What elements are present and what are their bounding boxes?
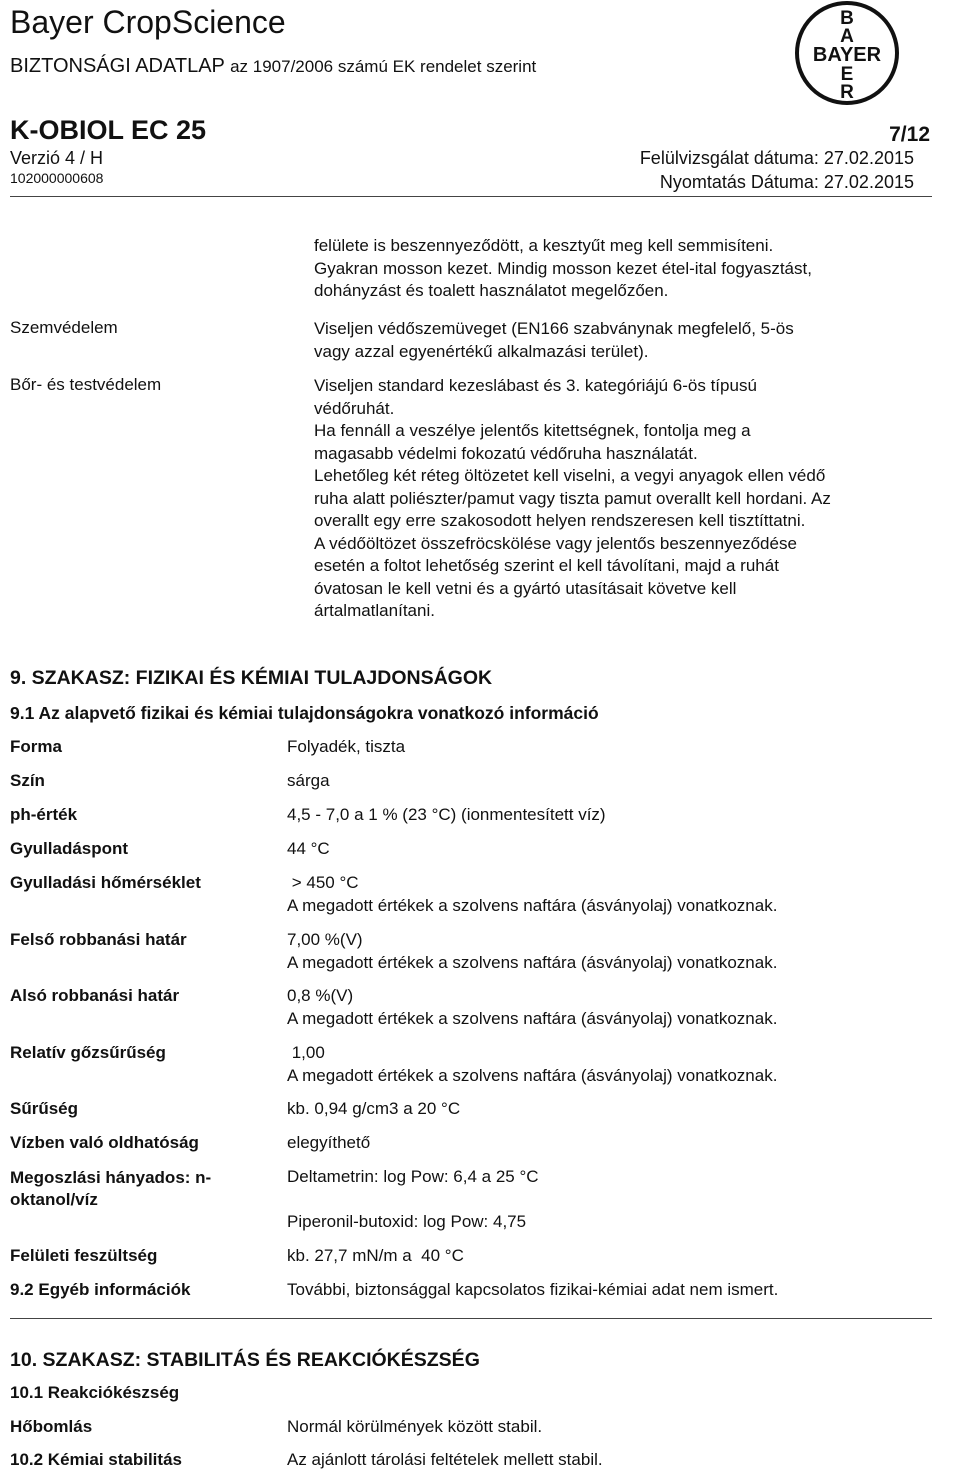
document-id: 102000000608 — [10, 170, 104, 186]
property-note-lower-explosion-limit: A megadott értékek a szolvens naftára (ásványolaj) vonatkoznak. — [287, 1009, 778, 1028]
property-label-ph: ph-érték — [10, 805, 78, 824]
property-value-water-solubility: elegyíthető — [287, 1133, 371, 1152]
text-line: Ha fennáll a veszélye jelentős kitettségnek, fontolja meg a — [314, 421, 751, 440]
text-line: ruha alatt poliészter/pamut vagy tiszta pamut overallt kell hordani. Az — [314, 488, 831, 508]
property-value-partition-coefficient-deltamethrin: Deltametrin: log Pow: 6,4 a 25 °C — [287, 1167, 539, 1186]
section-9-1-subtitle: 9.1 Az alapvető fizikai és kémiai tulajdonságokra vonatkozó információ — [10, 703, 599, 723]
property-label-flash-point: Gyulladáspont — [10, 839, 129, 858]
eye-protection-label: Szemvédelem — [10, 318, 118, 337]
print-date: Nyomtatás Dátuma: 27.02.2015 — [659, 172, 914, 192]
text-line: A védőöltözet összefröcskölése vagy jelentős beszennyeződése — [314, 533, 797, 553]
text-line: dohányzást és toalett használatot megelőzően. — [314, 281, 669, 300]
property-value-surface-tension: kb. 27,7 mN/m a 40 °C — [287, 1246, 464, 1265]
property-value-partition-coefficient-pbo: Piperonil-butoxid: log Pow: 4,75 — [287, 1212, 527, 1231]
sheet-title — [10, 55, 536, 78]
thermal-decomposition-value: Normál körülmények között stabil. — [287, 1417, 543, 1436]
property-label-color: Szín — [10, 771, 45, 790]
text-line: magasabb védelmi fokozatú védőruha használatát. — [314, 443, 698, 463]
text-line: óvatosan le kell vetni és a gyártó utasításait követve kell — [314, 578, 737, 598]
property-note-upper-explosion-limit: A megadott értékek a szolvens naftára (ásványolaj) vonatkoznak. — [287, 953, 778, 972]
hand-protection-continued — [314, 235, 914, 303]
property-label-partition-coefficient — [10, 1167, 211, 1211]
other-information-value: További, biztonsággal kapcsolatos fizikai-kémiai adat nem ismert. — [287, 1280, 779, 1299]
text-line: védőruhát. — [314, 398, 395, 418]
section-9-title: 9. SZAKASZ: FIZIKAI ÉS KÉMIAI TULAJDONSÁGOK — [10, 667, 493, 689]
thermal-decomposition-label: Hőbomlás — [10, 1417, 93, 1436]
property-value-ignition-temp: > 450 °C — [287, 873, 359, 892]
logo-letter-r: R — [840, 82, 854, 103]
text-line: Viseljen standard kezeslábast és 3. kategóriájú 6-ös típusú — [314, 376, 757, 395]
text-line: vagy azzal egyenértékű alkalmazási terület). — [314, 341, 649, 361]
logo-letter-a: A — [840, 26, 854, 47]
property-label-form: Forma — [10, 737, 62, 756]
skin-protection-text — [314, 375, 914, 623]
property-label-vapour-density: Relatív gőzsűrűség — [10, 1043, 166, 1062]
property-value-ph: 4,5 - 7,0 a 1 % (23 °C) (ionmentesített víz) — [287, 805, 606, 824]
section-divider — [10, 1318, 932, 1319]
property-label-lower-explosion-limit: Alsó robbanási határ — [10, 986, 180, 1005]
logo-letter-e: E — [840, 64, 854, 85]
sheet-title-regulation: az 1907/2006 számú EK rendelet szerint — [230, 57, 537, 76]
property-label-upper-explosion-limit: Felső robbanási határ — [10, 930, 187, 949]
section-10-1-subtitle: 10.1 Reakciókészség — [10, 1383, 180, 1402]
text-line: Gyakran mosson kezet. Mindig mosson kezet étel-ital fogyasztást, — [314, 258, 812, 278]
property-label-ignition-temp: Gyulladási hőmérséklet — [10, 873, 201, 892]
property-label-water-solubility: Vízben való oldhatóság — [10, 1133, 199, 1152]
property-label-surface-tension: Felületi feszültség — [10, 1246, 158, 1265]
text-line: Viseljen védőszemüveget (EN166 szabványnak megfelelő, 5-ös — [314, 319, 794, 338]
text-line: felülete is beszennyeződött, a kesztyűt meg kell semmisíteni. — [314, 236, 774, 255]
logo-word-bayer: BAYER — [812, 44, 882, 66]
version-label: Verzió 4 / H — [10, 148, 104, 168]
property-value-flash-point: 44 °C — [287, 839, 330, 858]
property-value-lower-explosion-limit: 0,8 %(V) — [287, 986, 354, 1005]
text-line: esetén a foltot lehetőség szerint el kell távolítani, majd a ruhát — [314, 556, 779, 575]
logo-letter-b: B — [840, 8, 854, 29]
property-value-vapour-density: 1,00 — [287, 1043, 325, 1062]
property-value-upper-explosion-limit: 7,00 %(V) — [287, 930, 363, 949]
product-name: K-OBIOL EC 25 — [10, 115, 207, 145]
property-note-ignition-temp: A megadott értékek a szolvens naftára (ásványolaj) vonatkoznak. — [287, 896, 778, 915]
property-value-density: kb. 0,94 g/cm3 a 20 °C — [287, 1099, 461, 1118]
property-value-color: sárga — [287, 771, 330, 790]
property-value-form: Folyadék, tiszta — [287, 737, 406, 756]
other-information-label: 9.2 Egyéb információk — [10, 1280, 191, 1299]
section-10-title: 10. SZAKASZ: STABILITÁS ÉS REAKCIÓKÉSZSÉG — [10, 1349, 480, 1371]
page-number: 7/12 — [889, 123, 930, 146]
review-date: Felülvizsgálat dátuma: 27.02.2015 — [639, 148, 914, 168]
sheet-title-main: BIZTONSÁGI ADATLAP — [10, 55, 225, 77]
chemical-stability-label: 10.2 Kémiai stabilitás — [10, 1450, 182, 1469]
property-note-vapour-density: A megadott értékek a szolvens naftára (ásványolaj) vonatkoznak. — [287, 1066, 778, 1085]
property-label-density: Sűrűség — [10, 1099, 79, 1118]
bayer-logo — [794, 0, 900, 106]
company-name: Bayer CropScience — [10, 4, 286, 40]
text-line: ártalmatlanítani. — [314, 601, 435, 620]
chemical-stability-value: Az ajánlott tárolási feltételek mellett stabil. — [287, 1450, 603, 1469]
header-divider — [10, 196, 932, 197]
label-line: Megoszlási hányados: n- — [10, 1168, 212, 1187]
label-line: oktanol/víz — [10, 1190, 98, 1209]
skin-protection-label: Bőr- és testvédelem — [10, 375, 162, 394]
text-line: overallt egy erre szakosodott helyen rendszeresen kell tisztíttatni. — [314, 511, 806, 530]
eye-protection-text — [314, 318, 914, 363]
text-line: Lehetőleg két réteg öltözetet kell viselni, a vegyi anyagok ellen védő — [314, 466, 826, 485]
